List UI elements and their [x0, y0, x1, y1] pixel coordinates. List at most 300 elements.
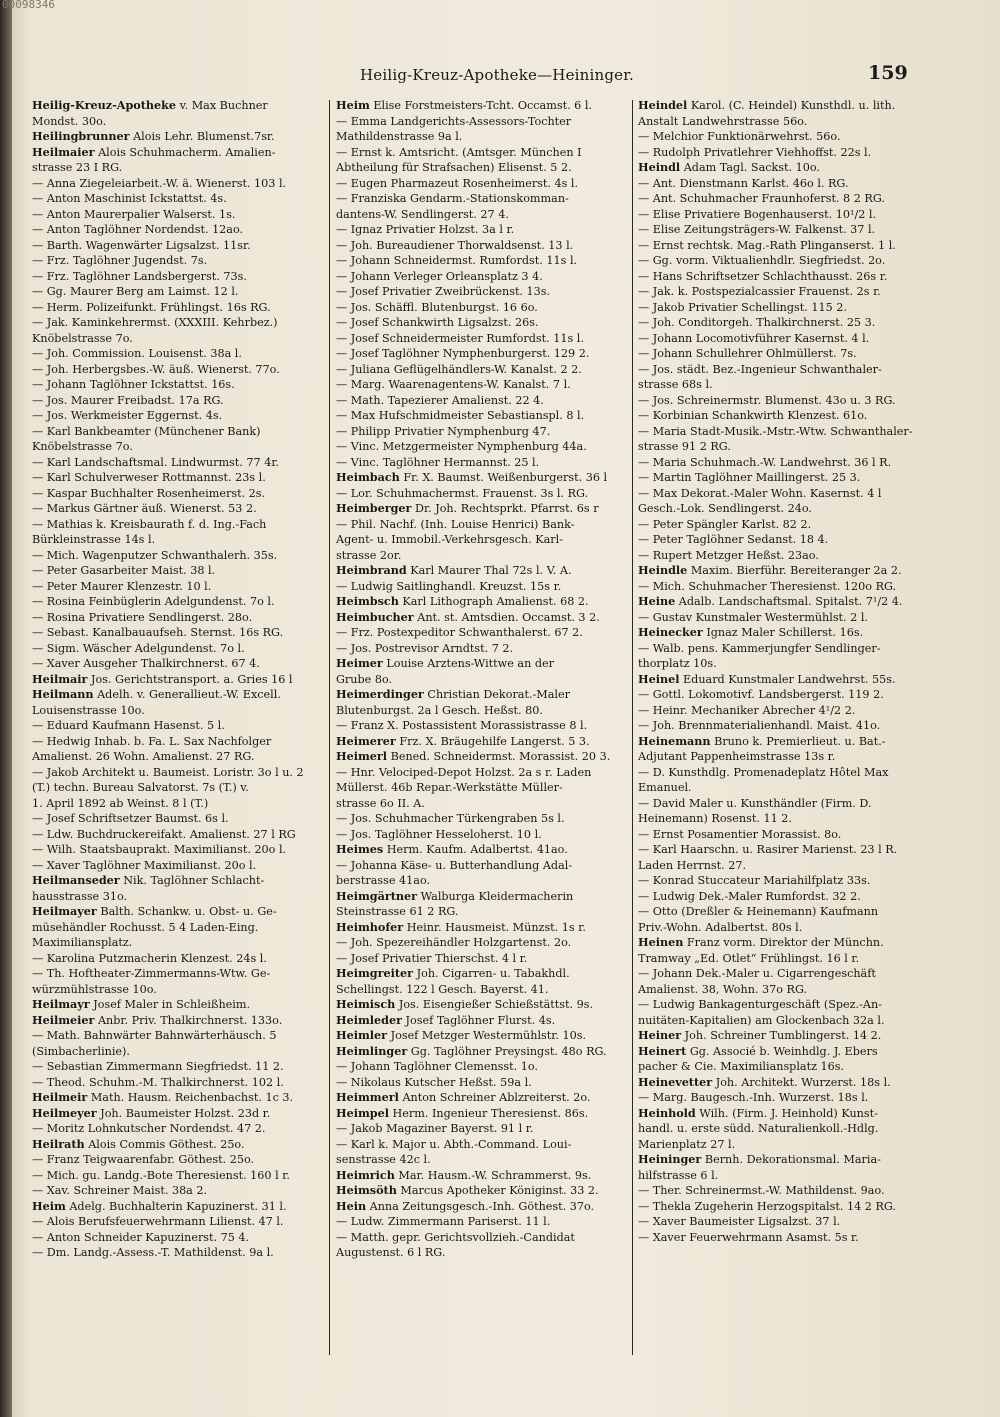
directory-entry — [32, 672, 324, 688]
entry-text: — Eugen Pharmazeut Rosenheimerst. 4s l. — [336, 176, 579, 190]
entry-text: Marcus Apotheker Königinst. 33 2. — [396, 1184, 599, 1197]
directory-entry — [336, 207, 628, 223]
directory-entry — [336, 641, 628, 657]
entry-text: — Karl Landschaftsmal. Lindwurmst. 77 4r. — [32, 455, 279, 469]
directory-entry — [336, 920, 628, 936]
entry-surname: Heinen — [638, 935, 684, 949]
directory-entry — [336, 548, 628, 564]
entry-text: — Josef Privatier Thierschst. 4 l r. — [336, 951, 528, 965]
entry-text: Augustenst. 6 l RG. — [336, 1246, 446, 1259]
entry-text: Karl Maurer Thal 72s l. V. A. — [406, 564, 572, 577]
directory-entry — [638, 439, 938, 455]
directory-entry — [336, 1199, 628, 1215]
directory-entry — [336, 780, 628, 796]
entry-text: — Jakob Magaziner Bayerst. 91 l r. — [336, 1122, 534, 1135]
column-divider-1 — [329, 100, 330, 1355]
directory-entry — [32, 1028, 324, 1044]
directory-column-3 — [638, 98, 938, 1398]
directory-entry — [336, 889, 628, 905]
directory-entry — [638, 594, 938, 610]
directory-entry — [32, 532, 324, 548]
entry-surname: Heilmeyer — [32, 1105, 97, 1120]
entry-text: — Sebastian Zimmermann Siegfriedst. 11 2. — [32, 1060, 284, 1073]
entry-text: — Karl k. Major u. Abth.-Command. Loui- — [336, 1137, 572, 1151]
directory-column-2 — [336, 98, 628, 1398]
directory-entry — [32, 563, 324, 579]
directory-entry — [32, 625, 324, 641]
directory-entry — [336, 346, 628, 362]
directory-entry — [336, 1168, 628, 1184]
entry-text: — Frz. Postexpeditor Schwanthalerst. 67 2. — [336, 626, 583, 639]
entry-text: — Karl Haarschn. u. Rasirer Marienst. 23 l R. — [638, 843, 898, 856]
directory-entry — [32, 873, 324, 889]
directory-entry — [336, 145, 628, 161]
entry-text: — Jos. städt. Bez.-Ingenieur Schwanthaler- — [638, 362, 882, 376]
entry-text: Frz. X. Bräugehilfe Langerst. 5 3. — [395, 734, 590, 748]
entry-text: senstrasse 42c l. — [336, 1153, 431, 1166]
directory-entry — [638, 408, 938, 424]
entry-text: berstrasse 41ao. — [336, 874, 431, 887]
entry-text: — Wilh. Staatsbauprakt. Maximilianst. 20o l. — [32, 843, 287, 856]
entry-text: Amalienst. 26 Wohn. Amalienst. 27 RG. — [32, 750, 255, 763]
directory-entry — [638, 1090, 938, 1106]
directory-entry — [336, 501, 628, 517]
entry-text: — Thekla Zugeherin Herzogspitalst. 14 2 RG. — [638, 1199, 896, 1213]
directory-entry — [638, 920, 938, 936]
entry-text: — Joh. Spezereihändler Holzgartenst. 2o. — [336, 936, 572, 949]
entry-text: Josef Maler in Schleißheim. — [89, 998, 251, 1011]
directory-entry — [638, 424, 938, 440]
entry-text: — Gustav Kunstmaler Westermühlst. 2 l. — [638, 610, 868, 624]
entry-text: — Ignaz Privatier Holzst. 3a l r. — [336, 223, 515, 236]
entry-text: — Konrad Stuccateur Mariahilfplatz 33s. — [638, 874, 871, 887]
directory-entry — [32, 548, 324, 564]
directory-entry — [336, 1106, 628, 1122]
directory-entry — [638, 966, 938, 982]
directory-entry — [336, 687, 628, 703]
entry-surname: Heilig-Kreuz-Apotheke — [32, 98, 177, 112]
directory-entry — [336, 439, 628, 455]
entry-text: Herm. Kaufm. Adalbertst. 41ao. — [383, 843, 568, 856]
directory-entry — [336, 129, 628, 145]
directory-entry — [336, 424, 628, 440]
entry-text: — Matth. gepr. Gerichtsvollzieh.-Candidat — [336, 1230, 575, 1244]
entry-text: Bruno k. Premierlieut. u. Bat.- — [710, 734, 886, 748]
directory-entry — [638, 222, 938, 238]
directory-entry — [638, 331, 938, 347]
directory-entry — [336, 951, 628, 967]
directory-entry — [638, 641, 938, 657]
directory-entry — [638, 1106, 938, 1122]
directory-entry — [336, 858, 628, 874]
directory-entry — [638, 284, 938, 300]
entry-text: — Joh. Commission. Louisenst. 38a l. — [32, 347, 242, 360]
directory-entry — [336, 222, 628, 238]
entry-text: Adalb. Landschaftsmal. Spitalst. 7¹/2 4. — [675, 595, 903, 608]
entry-text: — Elise Privatiere Bogenhauserst. 10¹/2 l. — [638, 207, 877, 221]
directory-entry — [336, 765, 628, 781]
entry-text: — Melchior Funktionärwehrst. 56o. — [638, 130, 841, 143]
directory-entry — [336, 532, 628, 548]
directory-entry — [638, 486, 938, 502]
directory-entry — [336, 796, 628, 812]
entry-text: Louise Arztens-Wittwe an der — [382, 657, 554, 670]
directory-entry — [32, 811, 324, 827]
entry-text: Balth. Schankw. u. Obst- u. Ge- — [96, 905, 277, 918]
directory-entry — [32, 594, 324, 610]
entry-text: — Maria Stadt-Musik.-Mstr.-Wtw. Schwanthaler- — [638, 424, 913, 438]
directory-entry — [638, 1214, 938, 1230]
directory-entry — [336, 904, 628, 920]
directory-entry — [32, 827, 324, 843]
entry-text: Mathildenstrasse 9a l. — [336, 130, 463, 143]
directory-entry — [336, 842, 628, 858]
directory-entry — [336, 1183, 628, 1199]
entry-text: Priv.-Wohn. Adalbertst. 80s l. — [638, 920, 803, 934]
directory-entry — [32, 470, 324, 486]
directory-entry — [336, 408, 628, 424]
directory-entry — [32, 1044, 324, 1060]
directory-entry — [336, 563, 628, 579]
directory-entry — [336, 191, 628, 207]
entry-text: — Joh. Bureaudiener Thorwaldsenst. 13 l. — [336, 238, 574, 252]
directory-entry — [638, 1028, 938, 1044]
entry-surname: Heinevetter — [638, 1074, 713, 1089]
entry-text: — Maria Schuhmach.-W. Landwehrst. 36 l R. — [638, 455, 892, 469]
directory-entry — [638, 315, 938, 331]
entry-text: Heinemann) Rosenst. 11 2. — [638, 812, 792, 825]
entry-text: — Jakob Architekt u. Baumeist. Loristr. 3o l u. 2 — [32, 765, 304, 779]
directory-entry — [32, 687, 324, 703]
directory-entry — [32, 641, 324, 657]
entry-text: Schellingst. 122 l Gesch. Bayerst. 41. — [336, 982, 549, 996]
entry-text: Alois Lehr. Blumenst.7sr. — [129, 130, 275, 143]
entry-text: strasse 23 I RG. — [32, 161, 123, 174]
entry-text: — Johann Locomotivführer Kasernst. 4 l. — [638, 331, 870, 345]
entry-text: Agent- u. Immobil.-Verkehrsgesch. Karl- — [336, 533, 563, 546]
entry-text: Herm. Ingenieur Theresienst. 86s. — [388, 1106, 589, 1120]
directory-entry — [32, 362, 324, 378]
directory-entry — [336, 455, 628, 471]
entry-text: Franz vorm. Direktor der Münchn. — [683, 936, 884, 949]
entry-text: Wilh. (Firm. J. Heinhold) Kunst- — [695, 1106, 878, 1120]
entry-text: — Ludwig Bankagenturgeschäft (Spez.-An- — [638, 998, 882, 1011]
directory-entry — [336, 982, 628, 998]
directory-entry — [32, 703, 324, 719]
entry-text: — Jos. Postrevisor Arndtst. 7 2. — [336, 641, 514, 655]
directory-entry — [638, 238, 938, 254]
entry-text: — Johann Schullehrer Ohlmüllerst. 7s. — [638, 347, 857, 360]
directory-entry — [638, 455, 938, 471]
directory-entry — [638, 610, 938, 626]
entry-text: — Frz. Taglöhner Jugendst. 7s. — [32, 254, 208, 267]
directory-entry — [336, 1028, 628, 1044]
directory-entry — [32, 377, 324, 393]
entry-surname: Heinert — [638, 1043, 687, 1058]
directory-entry — [336, 1059, 628, 1075]
directory-entry — [638, 827, 938, 843]
entry-text: Anton Schreiner Ablzreiterst. 2o. — [398, 1091, 591, 1104]
directory-entry — [638, 377, 938, 393]
entry-text: Gg. Taglöhner Preysingst. 48o RG. — [407, 1044, 607, 1058]
directory-entry — [638, 346, 938, 362]
entry-text: Ignaz Maler Schillerst. 16s. — [702, 626, 864, 639]
directory-entry — [638, 1199, 938, 1215]
entry-text: — Xaver Baumeister Ligsalzst. 37 l. — [638, 1215, 841, 1228]
entry-text: — Max Dekorat.-Maler Wohn. Kasernst. 4 l — [638, 486, 882, 500]
directory-entry — [336, 935, 628, 951]
directory-entry — [336, 703, 628, 719]
directory-entry — [336, 1214, 628, 1230]
directory-entry — [336, 315, 628, 331]
entry-text: Karl Lithograph Amalienst. 68 2. — [398, 595, 589, 608]
directory-entry — [638, 548, 938, 564]
entry-text: Blutenburgst. 2a l Gesch. Heßst. 80. — [336, 703, 543, 717]
directory-entry — [638, 176, 938, 192]
entry-text: Joh. Architekt. Wurzerst. 18s l. — [712, 1075, 891, 1089]
entry-text: — Mich. gu. Landg.-Bote Theresienst. 160 l r. — [32, 1168, 290, 1182]
entry-text: Josef Metzger Westermühlstr. 10s. — [387, 1029, 587, 1042]
entry-text: — Barth. Wagenwärter Ligsalzst. 11sr. — [32, 238, 251, 252]
entry-text: — Ludw. Zimmermann Pariserst. 11 l. — [336, 1215, 551, 1228]
directory-entry — [638, 145, 938, 161]
entry-text: Mondst. 30o. — [32, 114, 107, 128]
entry-text: — Walb. pens. Kammerjungfer Sendlinger- — [638, 641, 881, 655]
directory-entry — [32, 346, 324, 362]
directory-entry — [336, 734, 628, 750]
directory-entry — [336, 470, 628, 486]
directory-entry — [336, 873, 628, 889]
directory-entry — [638, 765, 938, 781]
entry-text: — D. Kunsthdlg. Promenadeplatz Hôtel Max — [638, 765, 889, 779]
entry-text: — Ldw. Buchdruckereifakt. Amalienst. 27 l RG — [32, 827, 296, 841]
entry-text: Elise Forstmeisters-Tcht. Occamst. 6 l. — [369, 99, 592, 112]
directory-entry — [336, 827, 628, 843]
directory-entry — [336, 1090, 628, 1106]
entry-text: — Otto (Dreßler & Heinemann) Kaufmann — [638, 905, 879, 918]
entry-text: — Juliana Geflügelhändlers-W. Kanalst. 2 2. — [336, 362, 582, 376]
entry-text: — Sigm. Wäscher Adelgundenst. 7o l. — [32, 641, 245, 655]
entry-text: — Anton Maurerpalier Walserst. 1s. — [32, 207, 236, 221]
entry-surname: Heilmayer — [32, 904, 97, 918]
directory-entry — [32, 1230, 324, 1246]
entry-text: — Joh. Herbergsbes.-W. äuß. Wienerst. 77o. — [32, 362, 280, 376]
entry-text: — Rosina Privatiere Sendlingerst. 28o. — [32, 610, 253, 624]
directory-entry — [32, 98, 324, 114]
directory-entry — [336, 672, 628, 688]
entry-text: Joh. Baumeister Holzst. 23d r. — [96, 1106, 271, 1120]
entry-text: — Anton Maschinist Ickstattst. 4s. — [32, 192, 227, 205]
entry-text: Ant. st. Amtsdien. Occamst. 3 2. — [413, 610, 600, 624]
directory-entry — [638, 796, 938, 812]
entry-text: — Heinr. Mechaniker Abrecher 4¹/2 2. — [638, 703, 856, 717]
directory-entry — [32, 439, 324, 455]
directory-entry — [32, 579, 324, 595]
entry-text: strasse 91 2 RG. — [638, 440, 731, 453]
directory-entry — [32, 1090, 324, 1106]
entry-text: — Ludwig Dek.-Maler Rumfordst. 32 2. — [638, 889, 861, 903]
directory-entry — [32, 610, 324, 626]
entry-surname: Heindle — [638, 563, 688, 577]
entry-text: Abtheilung für Strafsachen) Elisenst. 5 2. — [336, 161, 572, 174]
entry-text: — Alois Berufsfeuerwehrmann Lilienst. 47 l. — [32, 1215, 284, 1228]
entry-text: — Jak. k. Postspezialcassier Frauenst. 2s r. — [638, 285, 881, 298]
entry-surname: Hein — [336, 1198, 367, 1213]
entry-text: Anbr. Priv. Thalkirchnerst. 133o. — [94, 1013, 283, 1027]
directory-entry — [336, 966, 628, 982]
directory-entry — [32, 253, 324, 269]
entry-surname: Heilmeir — [32, 1090, 88, 1104]
directory-entry — [32, 129, 324, 145]
directory-entry — [336, 284, 628, 300]
page-number: 159 — [868, 62, 908, 84]
entry-text: Alois Commis Göthest. 25o. — [84, 1137, 245, 1151]
directory-entry — [638, 579, 938, 595]
entry-text: Christian Dekorat.-Maler — [423, 688, 570, 701]
entry-text: — Dm. Landg.-Assess.-T. Mathildenst. 9a l. — [32, 1246, 274, 1259]
entry-surname: Heimes — [336, 842, 384, 856]
directory-entry — [32, 935, 324, 951]
directory-entry — [32, 269, 324, 285]
entry-text: Adam Tagl. Sackst. 10o. — [680, 161, 820, 174]
entry-text: — Math. Tapezierer Amalienst. 22 4. — [336, 393, 544, 407]
entry-text: (Simbacherlinie). — [32, 1044, 130, 1058]
entry-text: — Theod. Schuhm.-M. Thalkirchnerst. 102 l. — [32, 1075, 284, 1089]
directory-entry — [336, 253, 628, 269]
entry-text: — Johanna Käse- u. Butterhandlung Adal- — [336, 858, 573, 872]
entry-text: Marienplatz 27 l. — [638, 1137, 736, 1151]
entry-text: Eduard Kunstmaler Landwehrst. 55s. — [679, 672, 896, 686]
entry-text: — Karl Bankbeamter (Münchener Bank) — [32, 424, 261, 438]
entry-text: Anna Zeitungsgesch.-Inh. Göthest. 37o. — [366, 1199, 595, 1213]
directory-entry — [638, 1168, 938, 1184]
directory-entry — [32, 796, 324, 812]
entry-surname: Heimerer — [336, 733, 396, 748]
directory-entry — [638, 1183, 938, 1199]
entry-text: pacher & Cie. Maximiliansplatz 16s. — [638, 1060, 845, 1073]
entry-surname: Heinel — [638, 671, 680, 686]
entry-text: — Marg. Baugesch.-Inh. Wurzerst. 18s l. — [638, 1091, 869, 1104]
entry-surname: Heimsöth — [336, 1183, 397, 1197]
directory-entry — [638, 393, 938, 409]
entry-text: — Th. Hoftheater-Zimmermanns-Wtw. Ge- — [32, 967, 271, 980]
entry-text: — Moritz Lohnkutscher Nordendst. 47 2. — [32, 1122, 266, 1135]
directory-entry — [32, 734, 324, 750]
entry-surname: Heimhofer — [336, 919, 404, 934]
directory-entry — [32, 904, 324, 920]
entry-text: — Jos. Werkmeister Eggernst. 4s. — [32, 409, 223, 422]
directory-entry — [336, 997, 628, 1013]
directory-entry — [32, 1168, 324, 1184]
directory-entry — [638, 982, 938, 998]
entry-text: Maxim. Bierführ. Bereiteranger 2a 2. — [687, 564, 902, 577]
directory-entry — [336, 331, 628, 347]
entry-text: Jos. Eisengießer Schießstättst. 9s. — [395, 998, 594, 1011]
entry-text: — Karolina Putzmacherin Klenzest. 24s l. — [32, 951, 267, 965]
entry-surname: Heim — [32, 1198, 66, 1213]
directory-entry — [336, 238, 628, 254]
directory-entry — [32, 656, 324, 672]
entry-text: — Anna Ziegeleiarbeit.-W. ä. Wienerst. 103 l. — [32, 176, 287, 190]
entry-text: — Ernst rechtsk. Mag.-Rath Plinganserst. 1 l. — [638, 238, 896, 252]
entry-surname: Heimmerl — [336, 1090, 399, 1104]
entry-surname: Heilmair — [32, 671, 88, 686]
entry-text: — Jos. Taglöhner Hesseloherst. 10 l. — [336, 827, 542, 841]
directory-entry — [638, 1121, 938, 1137]
directory-entry — [336, 1075, 628, 1091]
directory-entry — [32, 889, 324, 905]
directory-entry — [336, 300, 628, 316]
entry-text: Joh. Cigarren- u. Tabakhdl. — [413, 967, 570, 980]
entry-text: — Anton Schneider Kapuzinerst. 75 4. — [32, 1230, 250, 1244]
entry-text: Heinr. Hausmeist. Münzst. 1s r. — [403, 920, 586, 934]
entry-surname: Heimbucher — [336, 609, 414, 624]
directory-entry — [336, 811, 628, 827]
directory-entry — [638, 811, 938, 827]
directory-entry — [638, 873, 938, 889]
directory-entry — [638, 703, 938, 719]
directory-entry — [32, 160, 324, 176]
entry-text: nuitäten-Kapitalien) am Glockenbach 32a l. — [638, 1013, 885, 1027]
directory-entry — [638, 687, 938, 703]
entry-text: — Xaver Ausgeher Thalkirchnerst. 67 4. — [32, 657, 260, 670]
entry-text: — Martin Taglöhner Maillingerst. 25 3. — [638, 471, 861, 484]
directory-entry — [638, 129, 938, 145]
entry-text: Emanuel. — [638, 781, 692, 794]
entry-text: Dr. Joh. Rechtsprkt. Pfarrst. 6s r — [411, 502, 599, 515]
entry-text: — Josef Taglöhner Nymphenburgerst. 129 2. — [336, 347, 590, 360]
directory-entry — [32, 997, 324, 1013]
directory-entry — [32, 191, 324, 207]
directory-entry — [638, 656, 938, 672]
directory-entry — [32, 1059, 324, 1075]
entry-text: Anstalt Landwehrstrasse 56o. — [638, 114, 808, 128]
entry-surname: Heilmann — [32, 687, 94, 701]
entry-text: — Xaver Feuerwehrmann Asamst. 5s r. — [638, 1230, 859, 1244]
entry-text: — Ant. Dienstmann Karlst. 46o l. RG. — [638, 176, 849, 190]
entry-text: — Franziska Gendarm.-Stationskomman- — [336, 192, 569, 205]
entry-text: strasse 68s l. — [638, 378, 713, 391]
directory-entry — [336, 1137, 628, 1153]
entry-text: — Herm. Polizeifunkt. Frühlingst. 16s RG. — [32, 300, 271, 314]
entry-text: Mar. Hausm.-W. Schrammerst. 9s. — [394, 1168, 592, 1182]
entry-text: Knöbelstrasse 7o. — [32, 331, 133, 345]
directory-entry — [336, 1121, 628, 1137]
entry-text: — Mathias k. Kreisbaurath f. d. Ing.-Fach — [32, 517, 267, 531]
entry-surname: Heimerdinger — [336, 687, 424, 701]
directory-entry — [32, 501, 324, 517]
entry-text: hilfstrasse 6 l. — [638, 1168, 719, 1182]
entry-text: — Max Hufschmidmeister Sebastianspl. 8 l. — [336, 409, 585, 422]
directory-entry — [32, 393, 324, 409]
directory-entry — [638, 269, 938, 285]
directory-entry — [32, 300, 324, 316]
entry-surname: Heimlinger — [336, 1043, 408, 1058]
directory-entry — [638, 997, 938, 1013]
entry-text: Grube 8o. — [336, 672, 393, 686]
entry-text: — Jakob Privatier Schellingst. 115 2. — [638, 300, 847, 314]
directory-entry — [638, 114, 938, 130]
directory-entry — [32, 1152, 324, 1168]
directory-entry — [32, 222, 324, 238]
entry-text: Gg. Associé b. Weinhdlg. J. Ebers — [686, 1044, 878, 1058]
entry-surname: Heininger — [638, 1152, 702, 1166]
entry-text: — Elise Zeitungsträgers-W. Falkenst. 37 l. — [638, 223, 876, 236]
entry-text: — Peter Taglöhner Sedanst. 18 4. — [638, 533, 829, 546]
directory-entry — [336, 98, 628, 114]
directory-entry — [638, 470, 938, 486]
entry-surname: Heimbach — [336, 470, 400, 484]
